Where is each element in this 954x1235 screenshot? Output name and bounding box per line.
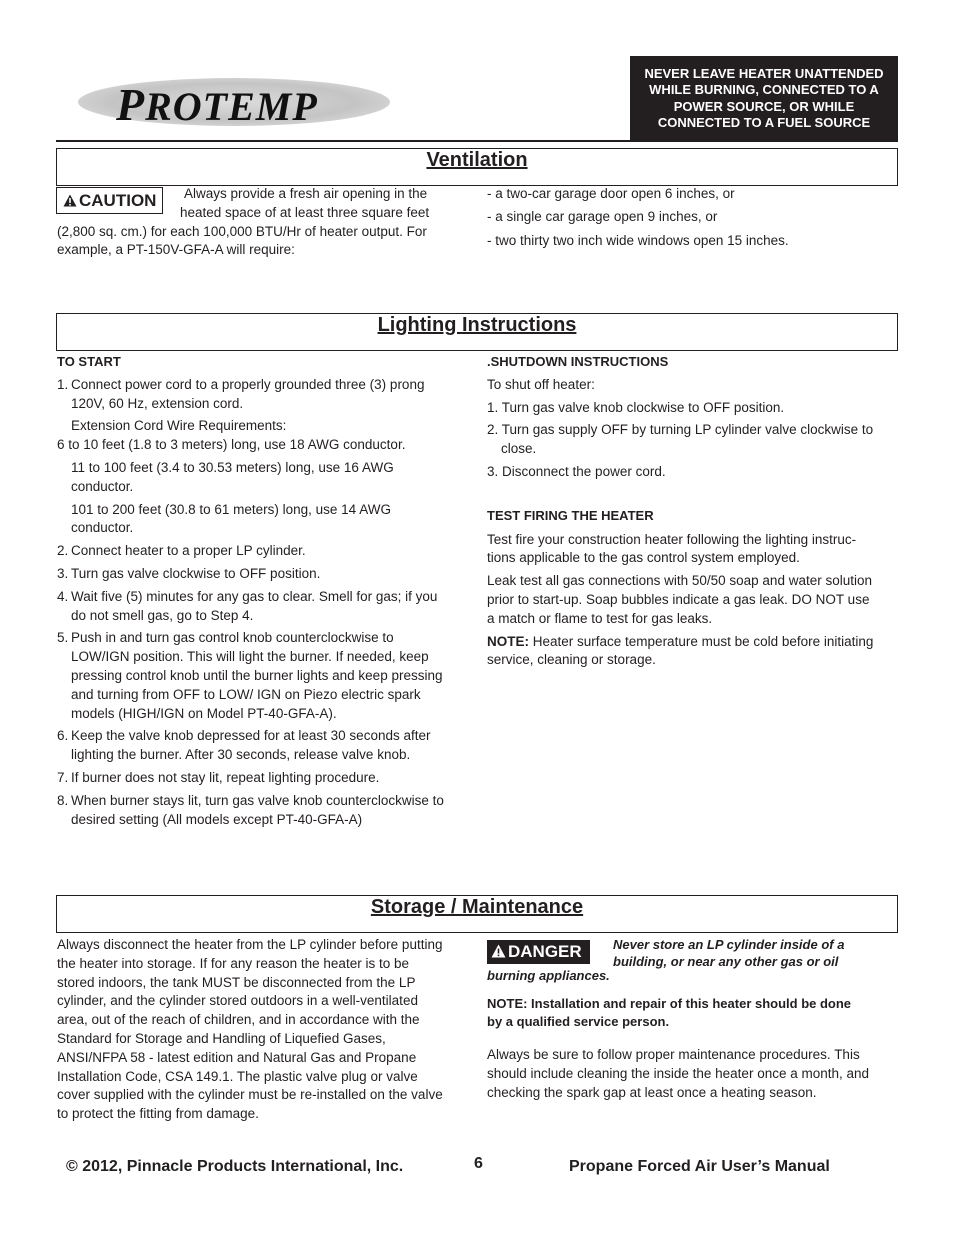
danger-text-cont: burning appliances. — [487, 968, 610, 983]
ventilation-option: - two thirty two inch wide windows open 15 inches. — [487, 233, 789, 248]
ext-cord-long: 101 to 200 feet (30.8 to 61 meters) long, use 14 AWG conductor. — [71, 501, 391, 536]
shutdown-column — [487, 353, 897, 670]
ext-cord-short: 6 to 10 feet (1.8 to 3 meters) long, use 18 AWG conductor. — [57, 437, 406, 453]
install-note: NOTE: Installation and repair of this heater should be done by a qualified service person. — [487, 996, 852, 1029]
shutdown-intro: To shut off heater: — [487, 376, 595, 392]
list-item: 6. Keep the valve knob depressed for at least 30 seconds after lighting the burner. After 30 seconds, release valve knob. — [57, 728, 431, 763]
to-start-heading: TO START — [57, 354, 121, 369]
list-item: 5. Push in and turn gas control knob counterclockwise to LOW/IGN position. This will light the burner. If needed, keep pressing control knob until the burner lights and keep pressing and turning from OFF to LOW/ IGN on Piezo electric spark models (HIGH/IGN on Model PT-40-GFA-A). — [57, 630, 443, 721]
lighting-title: Lighting Instructions — [377, 314, 577, 336]
warning-line: CONNECTED TO A FUEL SOURCE — [657, 115, 871, 130]
storage-title: Storage / Maintenance — [370, 896, 584, 918]
test-paragraph: Leak test all gas connections with 50/50 soap and water solution prior to start-up. Soap bubbles indicate a gas leak. DO NOT use a match or flame to test for gas leaks. — [487, 573, 872, 626]
danger-text: Never store an LP cylinder inside of a building, or near any other gas or oil — [613, 937, 845, 969]
warning-line: WHILE BURNING, CONNECTED TO A — [649, 82, 879, 97]
to-start-column — [57, 353, 467, 829]
footer-copyright: © 2012, Pinnacle Products International, Inc. — [66, 1158, 404, 1175]
storage-title-box — [56, 895, 898, 933]
list-item: 2. Turn gas supply OFF by turning LP cylinder valve clockwise to close. — [487, 422, 874, 457]
logo-wordmark: PROTEMP — [116, 79, 318, 130]
warning-triangle-icon — [63, 194, 77, 207]
ventilation-lead-line: Always provide a fresh air opening in the — [184, 186, 428, 201]
list-item: 1. Turn gas valve knob clockwise to OFF position. — [487, 399, 785, 415]
test-firing-heading: TEST FIRING THE HEATER — [487, 507, 654, 523]
caution-label: CAUTION — [79, 191, 157, 210]
shutdown-heading: .SHUTDOWN INSTRUCTIONS — [487, 354, 669, 369]
ventilation-lead-line: (2,800 sq. cm.) for each 100,000 BTU/Hr of heater output. For — [57, 224, 427, 239]
lighting-title-box — [56, 313, 898, 351]
ventilation-lead-line: heated space of at least three square feet — [180, 205, 430, 220]
temperature-note: NOTE: Heater surface temperature must be cold before initiating service, cleaning or storage. — [487, 633, 874, 668]
ext-cord-requirements: Extension Cord Wire Requirements: — [71, 418, 287, 434]
unattended-warning-box — [630, 56, 898, 141]
test-paragraph: Test fire your construction heater following the lighting instruc- tions applicable to the gas control system employed. — [487, 531, 857, 566]
list-item: 1. Connect power cord to a properly grounded three (3) prong 120V, 60 Hz, extension cord. — [57, 376, 425, 411]
ventilation-title-box — [56, 148, 898, 186]
warning-line: NEVER LEAVE HEATER UNATTENDED — [644, 65, 884, 81]
header-rule — [56, 140, 898, 142]
warning-line: POWER SOURCE, OR WHILE — [673, 98, 855, 114]
footer-manual-title: Propane Forced Air User’s Manual — [569, 1158, 830, 1175]
list-item: 2. Connect heater to a proper LP cylinder. — [57, 543, 306, 559]
storage-paragraph: Always disconnect the heater from the LP cylinder before putting the heater into storage. If for any reason the heater is to be stored indoors, the tank MUST be disconnected from the LP cylinder, and the cylinder stored outdoors in a well-ventilated area, out of the reach of children, and in accordance with the Standard for Storage and Handling of Liquefied Gases, ANSI/NFPA 58 - latest edition and Natural Gas and Propane Installation Code, CSA 149.1. The plastic valve plug or valve cover supplied with the cylinder must be re-installed on the valve to protect the fitting from damage. — [57, 937, 443, 1122]
protemp-logo — [78, 74, 390, 130]
ventilation-option: - a two-car garage door open 6 inches, or — [487, 186, 735, 201]
maintenance-paragraph: Always be sure to follow proper maintenance procedures. This should include cleaning the inside the heater once a month, and checking the spark gap at least once a heating season. — [487, 1047, 870, 1100]
list-item: 3. Turn gas valve clockwise to OFF position. — [57, 565, 321, 581]
list-item: 3. Disconnect the power cord. — [487, 463, 666, 479]
list-item: 8. When burner stays lit, turn gas valve knob counterclockwise to desired setting (All models except PT-40-GFA-A) — [57, 792, 444, 827]
ventilation-title: Ventilation — [426, 149, 528, 171]
list-item: 7. If burner does not stay lit, repeat lighting procedure. — [57, 769, 380, 785]
warning-triangle-icon — [491, 944, 506, 958]
danger-label: DANGER — [508, 942, 582, 961]
list-item: 4. Wait five (5) minutes for any gas to clear. Smell for gas; if you do not smell gas, go to Step 4. — [57, 588, 438, 623]
caution-badge — [56, 187, 163, 214]
ventilation-lead-line: example, a PT-150V-GFA-A will require: — [57, 242, 295, 257]
ext-cord-medium: 11 to 100 feet (3.4 to 30.53 meters) long, use 16 AWG conductor. — [71, 459, 394, 494]
danger-badge — [487, 940, 590, 964]
ventilation-option: - a single car garage open 9 inches, or — [487, 209, 718, 224]
page-number: 6 — [474, 1155, 483, 1172]
